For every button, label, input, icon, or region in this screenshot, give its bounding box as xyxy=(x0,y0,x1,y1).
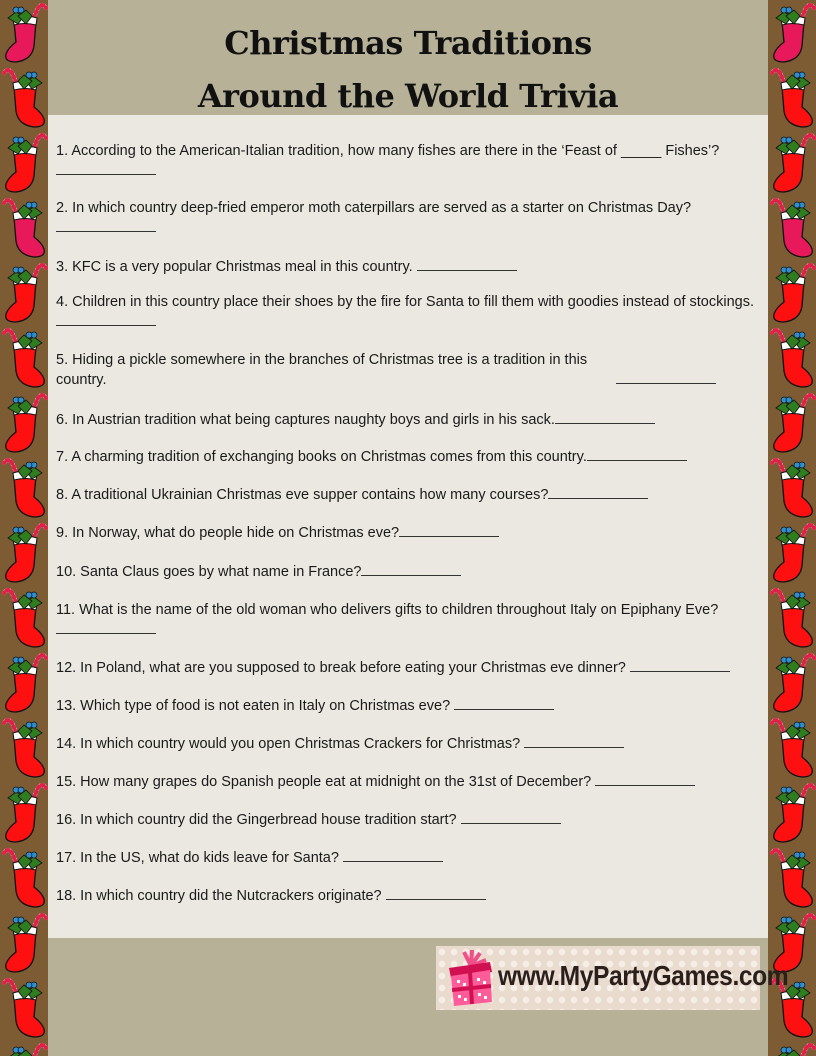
question-3: 3. KFC is a very popular Christmas meal in this country. xyxy=(56,257,756,277)
site-url[interactable]: www.MyPartyGames.com xyxy=(498,960,789,991)
christmas-stocking-icon xyxy=(2,782,48,844)
answer-blank[interactable] xyxy=(454,697,554,710)
christmas-stocking-icon xyxy=(770,197,816,259)
answer-blank[interactable] xyxy=(461,811,561,824)
question-11: 11. What is the name of the old woman who delivers gifts to children throughout Italy on Epiphany Eve? xyxy=(56,600,756,640)
christmas-stocking-icon xyxy=(2,1042,48,1056)
answer-blank[interactable] xyxy=(524,735,624,748)
question-2: 2. In which country deep-fried emperor moth caterpillars are served as a starter on Christmas Day? xyxy=(56,198,756,238)
answer-blank[interactable] xyxy=(343,849,443,862)
christmas-stocking-icon xyxy=(770,392,816,454)
christmas-stocking-icon xyxy=(770,782,816,844)
answer-blank[interactable] xyxy=(56,219,156,232)
christmas-stocking-icon xyxy=(2,522,48,584)
christmas-stocking-icon xyxy=(2,977,48,1039)
christmas-stocking-icon xyxy=(2,67,48,129)
page-title-line-1: Christmas Traditions xyxy=(224,24,592,62)
question-18: 18. In which country did the Nutcrackers originate? xyxy=(56,886,756,906)
christmas-stocking-icon xyxy=(2,717,48,779)
question-12: 12. In Poland, what are you supposed to break before eating your Christmas eve dinner? xyxy=(56,658,756,678)
question-5: 5. Hiding a pickle somewhere in the branches of Christmas tree is a tradition in this country. xyxy=(56,350,756,390)
christmas-stocking-icon xyxy=(2,132,48,194)
question-10: 10. Santa Claus goes by what name in France? xyxy=(56,562,756,582)
christmas-stocking-icon xyxy=(770,457,816,519)
christmas-stocking-icon xyxy=(770,717,816,779)
christmas-stocking-icon xyxy=(2,197,48,259)
christmas-stocking-icon xyxy=(2,847,48,909)
answer-blank[interactable] xyxy=(548,486,648,499)
page-title-line-2: Around the World Trivia xyxy=(197,77,619,115)
christmas-stocking-icon xyxy=(770,2,816,64)
answer-blank[interactable] xyxy=(587,448,687,461)
question-1: 1. According to the American-Italian tradition, how many fishes are there in the ‘Feast of _____ Fishes’? xyxy=(56,141,756,181)
answer-blank[interactable] xyxy=(616,371,716,384)
right-decorative-border xyxy=(768,0,816,1056)
answer-blank[interactable] xyxy=(361,563,461,576)
question-4: 4. Children in this country place their shoes by the fire for Santa to fill them with goodies instead of stockings. xyxy=(56,292,756,332)
christmas-stocking-icon xyxy=(770,67,816,129)
christmas-stocking-icon xyxy=(2,587,48,649)
christmas-stocking-icon xyxy=(2,392,48,454)
christmas-stocking-icon xyxy=(770,327,816,389)
answer-blank[interactable] xyxy=(56,621,156,634)
christmas-stocking-icon xyxy=(770,652,816,714)
christmas-stocking-icon xyxy=(770,522,816,584)
christmas-stocking-icon xyxy=(2,262,48,324)
question-7: 7. A charming tradition of exchanging books on Christmas comes from this country. xyxy=(56,447,756,467)
left-decorative-border xyxy=(0,0,48,1056)
question-14: 14. In which country would you open Christmas Crackers for Christmas? xyxy=(56,734,756,754)
answer-blank[interactable] xyxy=(399,524,499,537)
answer-blank[interactable] xyxy=(56,313,156,326)
answer-blank[interactable] xyxy=(630,659,730,672)
question-16: 16. In which country did the Gingerbread house tradition start? xyxy=(56,810,756,830)
christmas-stocking-icon xyxy=(770,262,816,324)
christmas-stocking-icon xyxy=(2,2,48,64)
christmas-stocking-icon xyxy=(770,132,816,194)
christmas-stocking-icon xyxy=(2,327,48,389)
answer-blank[interactable] xyxy=(386,887,486,900)
christmas-stocking-icon xyxy=(770,847,816,909)
christmas-stocking-icon xyxy=(2,652,48,714)
question-13: 13. Which type of food is not eaten in Italy on Christmas eve? xyxy=(56,696,756,716)
answer-blank[interactable] xyxy=(595,773,695,786)
answer-blank[interactable] xyxy=(56,162,156,175)
christmas-stocking-icon xyxy=(770,1042,816,1056)
christmas-stocking-icon xyxy=(770,587,816,649)
question-15: 15. How many grapes do Spanish people eat at midnight on the 31st of December? xyxy=(56,772,756,792)
question-6: 6. In Austrian tradition what being captures naughty boys and girls in his sack. xyxy=(56,410,756,430)
christmas-stocking-icon xyxy=(2,912,48,974)
question-9: 9. In Norway, what do people hide on Christmas eve? xyxy=(56,523,756,543)
question-17: 17. In the US, what do kids leave for Santa? xyxy=(56,848,756,868)
gift-box-icon xyxy=(446,950,496,1006)
site-logo-banner[interactable] xyxy=(436,946,789,1010)
answer-blank[interactable] xyxy=(555,411,655,424)
christmas-stocking-icon xyxy=(2,457,48,519)
answer-blank[interactable] xyxy=(417,258,517,271)
question-8: 8. A traditional Ukrainian Christmas eve supper contains how many courses? xyxy=(56,485,756,505)
